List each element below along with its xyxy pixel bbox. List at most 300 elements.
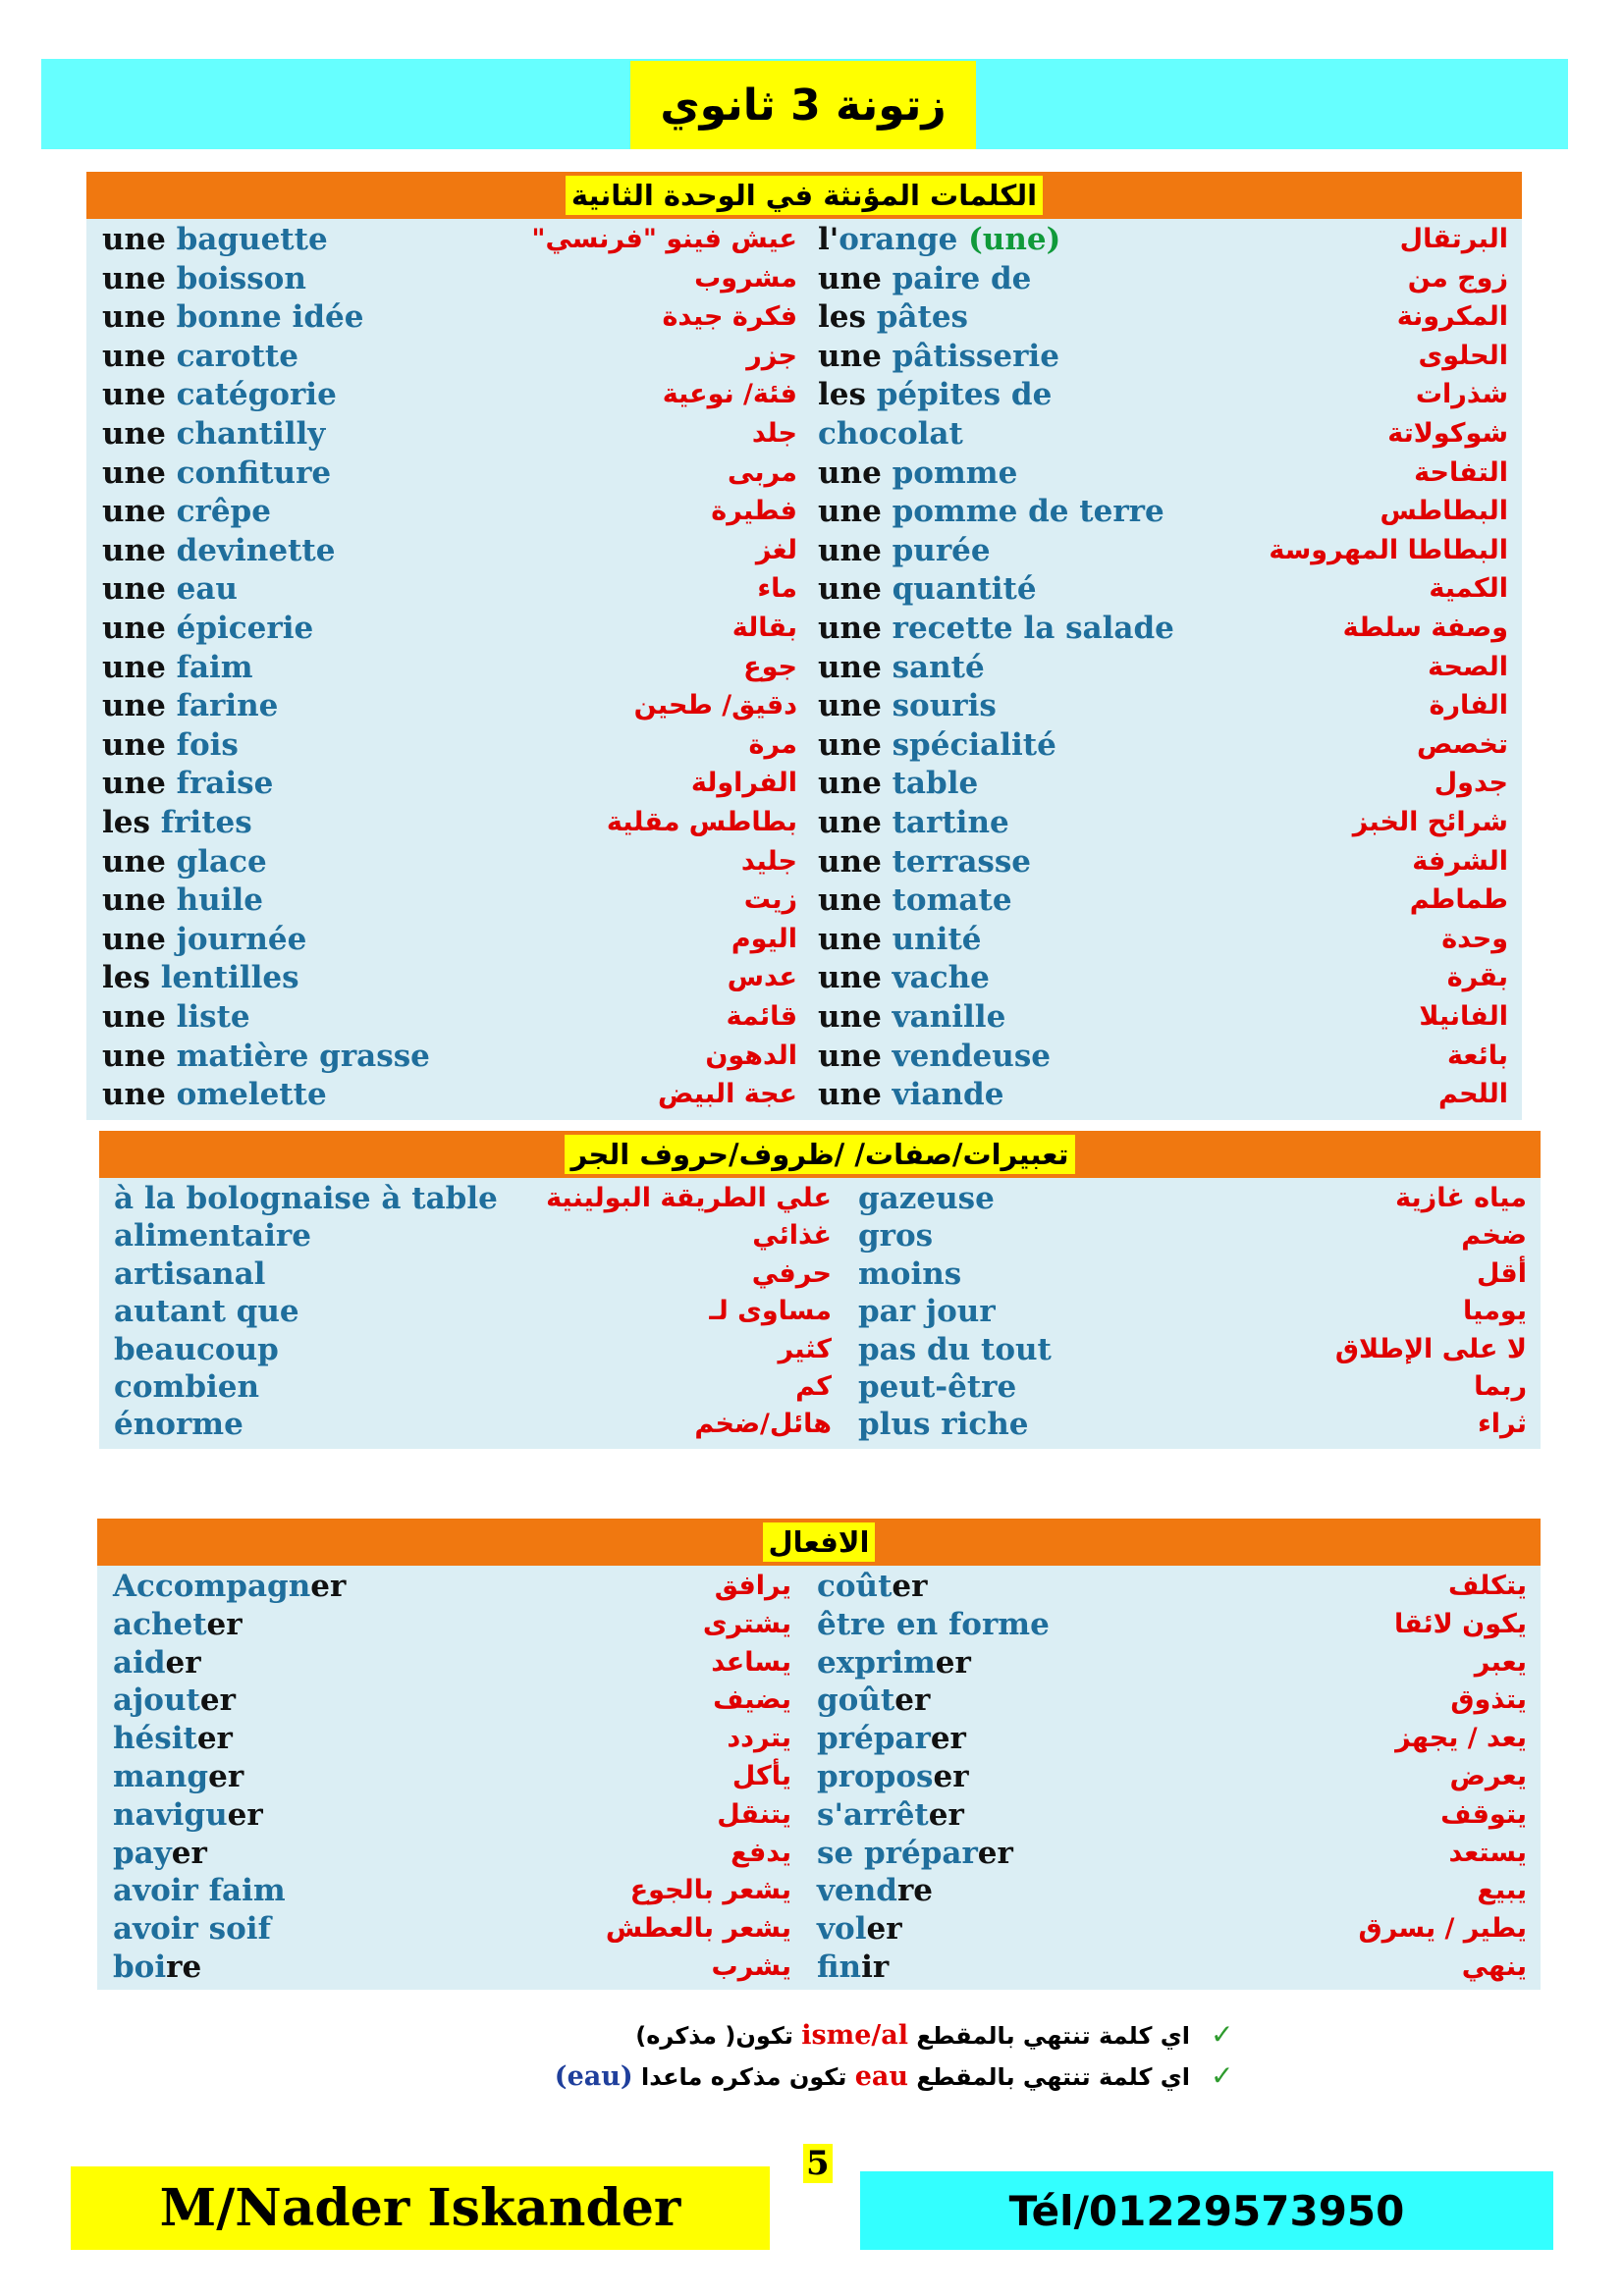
arabic-translation: يتوقف (1440, 1798, 1527, 1830)
arabic-translation: طماطم (1409, 884, 1508, 916)
arabic-translation: شذرات (1415, 379, 1508, 410)
french-word (102, 415, 325, 453)
note-line (555, 2061, 1190, 2092)
article: une (102, 611, 166, 646)
arabic-translation: الدهون (705, 1040, 797, 1071)
french-word (817, 1835, 1013, 1872)
article: une (102, 299, 166, 336)
french-word (818, 454, 1017, 492)
verbs-panel (97, 1566, 1541, 1990)
arabic-translation: ثراء (1478, 1409, 1527, 1440)
french-word (817, 1606, 1050, 1643)
french-word (818, 338, 1059, 375)
article: une (102, 338, 166, 374)
arabic-translation: قائمة (726, 1001, 797, 1032)
verb-ending: er (196, 1721, 233, 1757)
arabic-translation: التفاحة (1414, 456, 1508, 488)
expression: gazeuse (858, 1181, 995, 1216)
french-word (817, 1758, 969, 1795)
verb-stem: fin (817, 1949, 862, 1985)
verb-ending: er (928, 1796, 964, 1833)
french-word (114, 1255, 265, 1293)
verb-ending: er (165, 1644, 201, 1681)
french-word (113, 1568, 346, 1605)
arabic-translation: ضخم (1461, 1220, 1527, 1252)
french-word (858, 1255, 961, 1293)
verb-ending: re (166, 1949, 202, 1985)
arabic-translation: عيش فينو "فرنسي" (531, 224, 797, 254)
noun: matière grasse (176, 1038, 430, 1074)
article: une (102, 1077, 166, 1113)
noun: catégorie (176, 377, 337, 413)
arabic-translation: يعد / يجهز (1395, 1723, 1527, 1754)
noun: unité (892, 921, 982, 957)
arabic-translation: يطير / يسرق (1358, 1913, 1527, 1945)
verb-stem: Accompagn (113, 1569, 311, 1604)
french-word (113, 1720, 233, 1757)
noun: tomate (892, 882, 1012, 919)
french-word (858, 1331, 1052, 1368)
verb-ending: er (866, 1911, 902, 1948)
article: une (102, 222, 166, 257)
noun: vendeuse (892, 1038, 1051, 1074)
expression: à la bolognaise à table (114, 1181, 498, 1216)
arabic-translation: يرافق (714, 1571, 791, 1601)
french-word (102, 493, 271, 530)
noun: huile (176, 882, 263, 919)
french-word (818, 687, 997, 724)
verb-ending: ir (861, 1949, 890, 1985)
arabic-translation: يعرض (1449, 1761, 1527, 1791)
note-prefix: اي كلمة تنتهي بالمقطع (916, 2063, 1190, 2091)
expressions-section-bar (99, 1131, 1541, 1178)
french-word (818, 959, 990, 996)
arabic-translation: الكمية (1429, 573, 1508, 605)
verb-stem: vend (817, 1873, 897, 1909)
article: une (818, 1077, 882, 1113)
arabic-translation: يستعد (1448, 1837, 1527, 1868)
article: une (818, 960, 882, 996)
arabic-translation: جزر (746, 340, 797, 371)
feminine-section-title: الكلمات المؤنثة في الوحدة الثانية (566, 176, 1043, 215)
french-word (817, 1872, 933, 1909)
article: une (102, 843, 166, 880)
french-word (858, 1293, 996, 1330)
verb-ending: er (310, 1569, 347, 1604)
noun: farine (176, 688, 279, 724)
arabic-translation: الفانيلا (1419, 1001, 1508, 1032)
expression: moins (858, 1255, 962, 1292)
arabic-translation: يتكلف (1447, 1571, 1527, 1601)
verb-stem: pay (113, 1835, 172, 1871)
arabic-translation: البطاطس (1380, 496, 1508, 527)
expression: gros (858, 1218, 934, 1255)
verb-stem: s'arrêt (817, 1796, 929, 1833)
arabic-translation: المكرونة (1396, 301, 1508, 333)
check-icon: ✓ (1211, 2018, 1234, 2051)
arabic-translation: جدول (1434, 768, 1508, 799)
article: une (818, 726, 882, 763)
french-word (858, 1217, 933, 1255)
arabic-translation: البرتقال (1399, 224, 1508, 254)
noun: carotte (176, 338, 298, 374)
arabic-translation: مشروب (694, 262, 797, 294)
arabic-translation: بائعة (1446, 1040, 1508, 1071)
french-word (817, 1568, 927, 1605)
verb-ending: er (935, 1644, 971, 1681)
verb-stem: exprim (817, 1644, 936, 1681)
arabic-translation: ماء (757, 573, 797, 605)
french-word (817, 1949, 889, 1986)
french-word (818, 493, 1164, 530)
article: une (818, 532, 882, 568)
verb-stem: propos (817, 1759, 934, 1794)
arabic-translation: يعبر (1474, 1646, 1527, 1678)
arabic-translation: جوع (743, 651, 797, 682)
french-word (818, 415, 963, 453)
article: une (102, 454, 166, 491)
french-word (102, 1038, 430, 1075)
article: une (102, 921, 166, 957)
noun: fois (176, 726, 239, 763)
french-word (818, 804, 1009, 841)
verb-ending: er (930, 1721, 966, 1757)
arabic-translation: الفراولة (690, 768, 797, 799)
expression: beaucoup (114, 1331, 279, 1367)
noun: liste (176, 999, 250, 1035)
arabic-translation: ربما (1474, 1371, 1527, 1402)
expression: par jour (858, 1294, 996, 1330)
french-word (818, 765, 978, 802)
verbs-section-bar (97, 1519, 1541, 1566)
expression: énorme (114, 1407, 244, 1443)
french-word (102, 765, 273, 802)
french-word (113, 1872, 286, 1909)
arabic-translation: مربى (728, 456, 797, 488)
arabic-translation: يدفع (731, 1837, 791, 1868)
article: une (102, 1038, 166, 1074)
expression: pas du tout (858, 1331, 1052, 1367)
expression: combien (114, 1369, 260, 1405)
article: une (818, 999, 882, 1035)
article: une (818, 454, 882, 491)
french-word (858, 1406, 1028, 1443)
verb-ending: er (206, 1606, 243, 1642)
article: une (818, 766, 882, 802)
article: une (818, 611, 882, 646)
noun: pépites de (876, 377, 1053, 413)
arabic-translation: هائل/ضخم (694, 1409, 832, 1440)
arabic-translation: زوج من (1407, 262, 1508, 294)
article: une (102, 532, 166, 568)
french-word (113, 1606, 243, 1643)
verb-stem: mang (113, 1759, 209, 1794)
article: une (102, 999, 166, 1035)
arabic-translation: اليوم (731, 923, 797, 954)
noun: épicerie (176, 611, 314, 646)
arabic-translation: يساعد (711, 1646, 791, 1678)
arabic-translation: علي الطريقة البولينية (546, 1183, 832, 1213)
noun: spécialité (892, 726, 1056, 763)
verb-ending: er (208, 1759, 244, 1794)
note-suffix: تكون( مذكره) (635, 2022, 793, 2050)
arabic-translation: حرفي (751, 1257, 832, 1289)
french-word (102, 843, 267, 881)
verb-ending: er (171, 1835, 207, 1871)
noun: recette la salade (892, 611, 1174, 646)
french-word (113, 1835, 207, 1872)
noun: souris (892, 688, 997, 724)
arabic-translation: لا على الإطلاق (1334, 1333, 1527, 1364)
noun: eau (176, 571, 238, 608)
noun: pomme (892, 454, 1018, 491)
verb-stem: avoir faim (113, 1873, 286, 1909)
article: les (818, 299, 866, 336)
expression: peut-être (858, 1369, 1017, 1405)
french-word (102, 610, 313, 647)
article: les (818, 377, 866, 413)
french-word (818, 881, 1012, 919)
french-word (102, 921, 306, 958)
article: une (102, 726, 166, 763)
french-word (818, 570, 1037, 608)
noun: vanille (892, 999, 1006, 1035)
noun: vache (892, 960, 990, 996)
arabic-translation: الحلوى (1418, 340, 1508, 371)
verb-ending: er (894, 1682, 931, 1719)
expression: alimentaire (114, 1218, 311, 1255)
arabic-translation: يبيع (1477, 1875, 1527, 1906)
arabic-translation: يشرب (711, 1951, 791, 1982)
arabic-translation: عجة البيض (658, 1079, 797, 1110)
verb-ending: er (227, 1796, 263, 1833)
french-word (102, 338, 298, 375)
french-word (102, 1076, 327, 1113)
article: une (102, 260, 166, 296)
french-word (818, 376, 1052, 413)
noun: pâtisserie (892, 338, 1059, 374)
french-word (102, 649, 253, 686)
article: une (818, 494, 882, 530)
arabic-translation: يشعر بالعطش (605, 1913, 791, 1945)
noun: baguette (176, 222, 328, 257)
arabic-translation: جليد (740, 845, 797, 877)
french-word (114, 1368, 259, 1406)
feminine-section-bar (86, 172, 1522, 219)
article: les (102, 805, 150, 840)
page-number: 5 (803, 2144, 833, 2183)
arabic-translation: يشترى (702, 1608, 791, 1639)
article: une (818, 688, 882, 724)
page-title: زتونة 3 ثانوي (630, 61, 976, 149)
french-word (102, 804, 252, 841)
arabic-translation: زيت (743, 884, 797, 916)
arabic-translation: فئة/ نوعية (662, 379, 797, 410)
french-word (817, 1682, 930, 1719)
noun: pâtes (876, 299, 969, 336)
feminine-panel (86, 219, 1522, 1120)
expressions-section-title: تعبيرات/صفات/ /ظروف/حروف الجر (565, 1135, 1074, 1174)
arabic-translation: كم (795, 1371, 832, 1402)
noun: viande (892, 1077, 1004, 1113)
gender-hint: (une) (968, 222, 1061, 257)
verb-stem: goût (817, 1682, 895, 1719)
french-word (102, 298, 363, 336)
french-word (113, 1682, 236, 1719)
article: une (102, 416, 166, 452)
article: une (102, 649, 166, 685)
verb-stem: coût (817, 1569, 893, 1604)
french-word (858, 1368, 1016, 1406)
french-word (817, 1644, 971, 1682)
footer-author: M/Nader Iskander (71, 2166, 770, 2250)
french-word (102, 376, 337, 413)
noun: bonne idée (176, 299, 364, 336)
noun: pomme de terre (892, 494, 1164, 530)
arabic-translation: بطاطس مقلية (606, 807, 797, 837)
article: une (102, 571, 166, 608)
french-word (102, 726, 239, 764)
noun: confiture (176, 454, 332, 491)
verb-stem: se prépar (817, 1835, 978, 1871)
french-word (113, 1910, 271, 1948)
arabic-translation: بقرة (1446, 962, 1508, 993)
french-word (102, 532, 335, 569)
arabic-translation: البطاطا المهروسة (1269, 534, 1508, 565)
french-word (102, 881, 263, 919)
arabic-translation: يضيف (713, 1684, 791, 1716)
verb-stem: boi (113, 1949, 167, 1985)
french-word (114, 1180, 498, 1217)
expressions-panel (99, 1178, 1541, 1449)
arabic-translation: مياه غازية (1395, 1183, 1527, 1213)
arabic-translation: جلد (751, 418, 797, 449)
noun: tartine (892, 805, 1009, 840)
expression: artisanal (114, 1255, 266, 1292)
verb-stem: achet (113, 1606, 207, 1642)
note-prefix: اي كلمة تنتهي بالمقطع (916, 2022, 1190, 2050)
french-word (102, 221, 328, 258)
verbs-section-title: الافعال (763, 1522, 876, 1562)
arabic-translation: الصحة (1428, 651, 1508, 682)
french-word (818, 260, 1031, 297)
noun: quantité (892, 571, 1037, 608)
article: une (102, 688, 166, 724)
french-word (113, 1758, 244, 1795)
french-word (113, 1796, 263, 1834)
noun: glace (176, 843, 267, 880)
french-word (114, 1293, 299, 1330)
article: une (102, 766, 166, 802)
article: une (102, 882, 166, 919)
french-word (817, 1796, 964, 1834)
article: les (102, 960, 150, 996)
verb-stem: aid (113, 1644, 166, 1681)
note-exception: (eau) (554, 2061, 633, 2092)
noun: paire de (892, 260, 1032, 296)
article: une (818, 260, 882, 296)
arabic-translation: يشعر بالجوع (629, 1875, 791, 1906)
note-key: eau (854, 2061, 909, 2092)
verb-ending: re (896, 1873, 934, 1909)
article: une (818, 882, 882, 919)
noun: lentilles (160, 960, 299, 996)
french-word (818, 1038, 1051, 1075)
article: une (818, 805, 882, 840)
article: une (818, 338, 882, 374)
french-word (102, 570, 238, 608)
french-word (818, 610, 1174, 647)
arabic-translation: شوكولاتة (1387, 418, 1508, 449)
verb-stem: ajout (113, 1682, 200, 1719)
arabic-translation: يكون لائقا (1393, 1608, 1527, 1639)
french-word (818, 998, 1005, 1036)
article: une (818, 571, 882, 608)
arabic-translation: يأكل (731, 1761, 791, 1791)
note-suffix: تكون مذكره ماعدا (641, 2063, 847, 2091)
arabic-translation: وحدة (1441, 923, 1508, 954)
arabic-translation: لغز (755, 534, 797, 565)
article: une (818, 843, 882, 880)
noun: boisson (176, 260, 306, 296)
noun: table (892, 766, 979, 802)
arabic-translation: دقيق/ طحين (633, 690, 797, 721)
french-word (114, 1406, 244, 1443)
french-word (818, 532, 991, 569)
verb-stem: être en forme (817, 1606, 1050, 1642)
french-word (818, 1076, 1003, 1113)
arabic-translation: يتنقل (717, 1798, 791, 1830)
verb-ending: er (977, 1835, 1013, 1871)
french-word (817, 1720, 966, 1757)
expression: plus riche (858, 1407, 1029, 1443)
arabic-translation: يوميا (1463, 1296, 1527, 1327)
french-word (818, 726, 1056, 764)
arabic-translation: وصفة سلطة (1342, 613, 1508, 643)
arabic-translation: شرائح الخبز (1352, 807, 1508, 837)
arabic-translation: كثير (778, 1333, 832, 1364)
french-word (818, 921, 982, 958)
arabic-translation: الشرفة (1412, 845, 1508, 877)
verb-ending: er (199, 1682, 236, 1719)
french-word (113, 1949, 201, 1986)
french-word (102, 454, 331, 492)
french-word (818, 649, 985, 686)
verb-stem: navigu (113, 1796, 228, 1833)
noun: omelette (176, 1077, 327, 1113)
noun: journée (176, 921, 307, 957)
arabic-translation: فكرة جيدة (662, 301, 797, 333)
french-word (818, 221, 1060, 258)
noun: frites (160, 805, 252, 840)
noun: orange (839, 222, 958, 257)
arabic-translation: فطيرة (711, 496, 797, 527)
verb-ending: er (933, 1759, 969, 1794)
french-word (102, 998, 250, 1036)
french-word (114, 1331, 279, 1368)
arabic-translation: ينهي (1461, 1951, 1527, 1982)
verb-stem: hésit (113, 1721, 197, 1757)
verb-stem: prépar (817, 1721, 931, 1757)
arabic-translation: يتذوق (1450, 1684, 1527, 1716)
noun: devinette (176, 532, 336, 568)
article: une (102, 377, 166, 413)
noun: faim (176, 649, 253, 685)
check-icon: ✓ (1211, 2059, 1234, 2092)
noun: purée (892, 532, 991, 568)
french-word (113, 1644, 201, 1682)
arabic-translation: غذائي (752, 1220, 832, 1252)
